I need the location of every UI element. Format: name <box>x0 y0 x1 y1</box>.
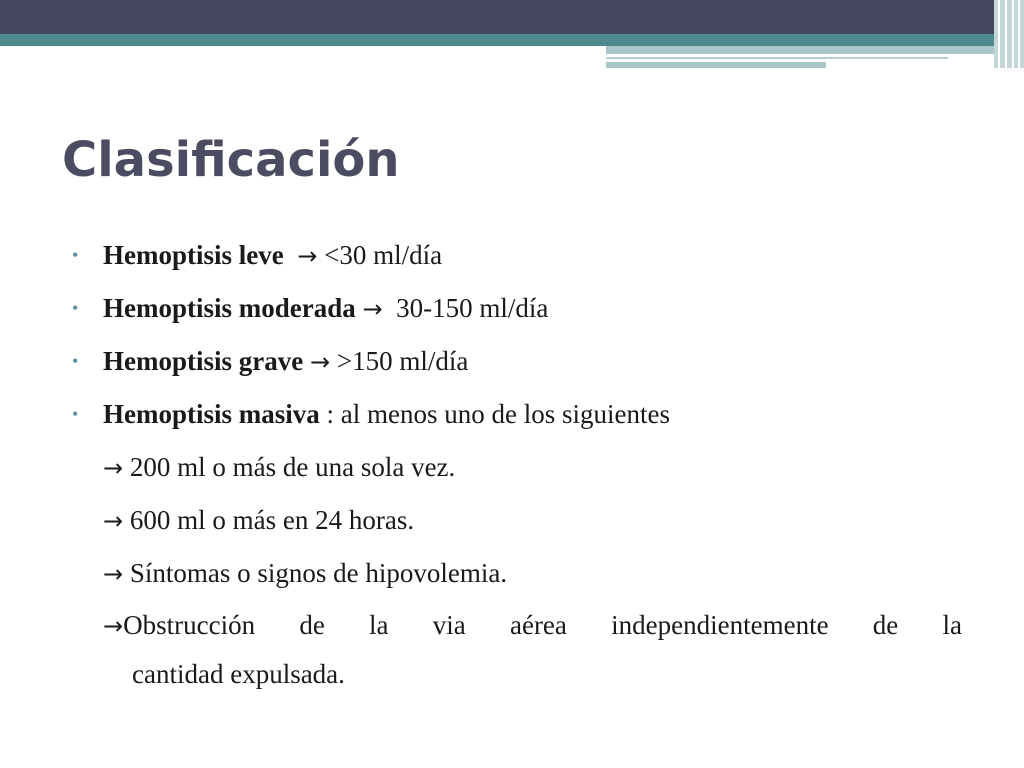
sub-item <box>72 548 962 601</box>
bullet-text: : al menos uno de los siguientes <box>326 399 670 429</box>
slide-content <box>72 230 962 698</box>
wrapped-line-2: cantidad expulsada. <box>132 659 345 689</box>
header-bar-light <box>606 46 1024 54</box>
header-bar-thin-line <box>606 57 948 59</box>
sub-item-wrapped <box>72 601 962 698</box>
sub-item <box>72 442 962 495</box>
bullet-item <box>72 389 962 442</box>
bullet-term: Hemoptisis grave <box>103 346 304 376</box>
sub-item-text: 200 ml o más de una sola vez. <box>123 452 456 482</box>
sub-item <box>72 495 962 548</box>
arrow-icon: → <box>103 560 124 588</box>
bullet-icon: • <box>72 404 79 424</box>
bullet-spacer <box>320 399 327 429</box>
bullet-term: Hemoptisis masiva <box>103 399 320 429</box>
header-stripe <box>1005 0 1007 68</box>
bullet-term: Hemoptisis moderada <box>103 293 356 323</box>
arrow-icon: → <box>362 295 383 323</box>
bullet-text: 30-150 ml/día <box>382 293 549 323</box>
bullet-icon: • <box>72 298 79 318</box>
wrapped-text-line-1: Obstrucción de la via aérea independientemente de la <box>123 610 962 640</box>
bullet-spacer <box>303 346 310 376</box>
slide-title: Clasificación <box>62 132 400 188</box>
header-bar-dark <box>0 0 1024 34</box>
header-stripe <box>998 0 1000 68</box>
header-bar-light-short <box>606 62 826 68</box>
header-stripe <box>1018 0 1020 68</box>
bullet-text: <30 ml/día <box>317 240 443 270</box>
bullet-item <box>72 230 962 283</box>
bullet-spacer <box>284 240 298 270</box>
bullet-spacer <box>356 293 363 323</box>
header-stripe <box>1012 0 1014 68</box>
sub-item-text: 600 ml o más en 24 horas. <box>123 505 415 535</box>
bullet-icon: • <box>72 351 79 371</box>
bullet-term: Hemoptisis leve <box>103 240 284 270</box>
sub-item-text: Síntomas o signos de hipovolemia. <box>123 558 508 588</box>
arrow-icon: → <box>103 454 124 482</box>
bullet-icon: • <box>72 245 79 265</box>
bullet-text: >150 ml/día <box>330 346 469 376</box>
arrow-icon: → <box>297 242 318 270</box>
bullet-item <box>72 336 962 389</box>
bullet-item <box>72 283 962 336</box>
arrow-icon: → <box>103 507 124 535</box>
arrow-icon: → <box>309 348 331 376</box>
header-bar-teal <box>0 34 1024 46</box>
arrow-icon: → <box>103 612 124 640</box>
wrapped-line-1 <box>103 601 962 650</box>
